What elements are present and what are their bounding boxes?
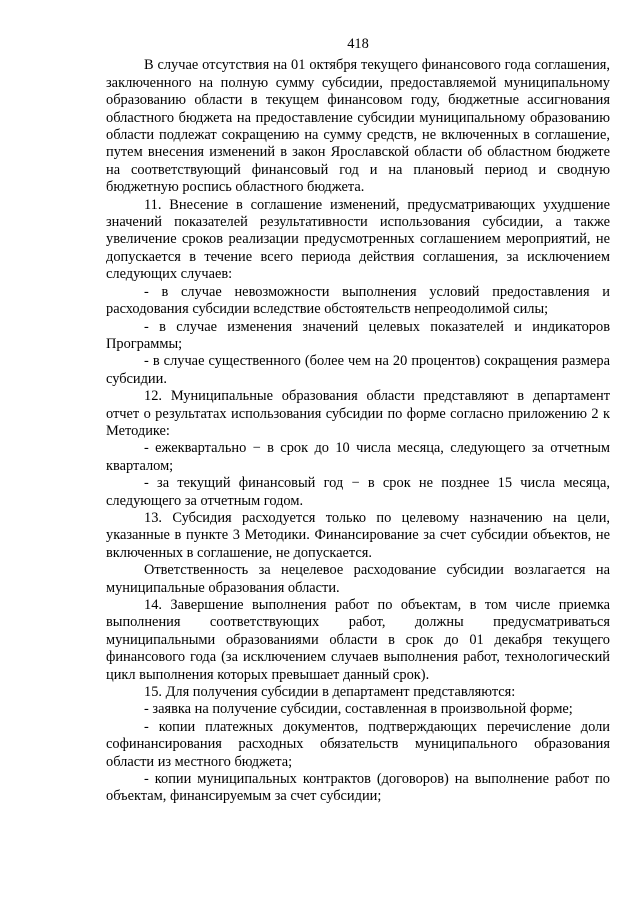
list-item-subsidy-reduction: - в случае существенного (более чем на 20 процентов) сокращения размера субсидии. <box>106 353 610 387</box>
paragraph-responsibility: Ответственность за нецелевое расходование субсидии возлагается на муниципальные образования области. <box>106 562 610 596</box>
paragraph-budget-reduction: В случае отсутствия на 01 октября текущего финансового года соглашения, заключенного на полную сумму субсидии, предоставляемой муниципальному образованию области в текущем финансовом году, бюджетные ассигнования областного бюджета на предоставление субсидии муниципальному образованию области подлежат сокращению на сумму средств, не включенных в соглашение, путем внесения изменений в закон Ярославской области об областном бюджете на соответствующий финансовый год и на плановый период и сводную бюджетную роспись областного бюджета. <box>106 57 610 196</box>
list-item-payment-copies: - копии платежных документов, подтверждающих перечисление доли софинансирования расходных обязательств муниципального образования области из местного бюджета; <box>106 718 610 770</box>
list-item-force-majeure: - в случае невозможности выполнения условий предоставления и расходования субсидии вследствие обстоятельств непреодолимой силы; <box>106 283 610 318</box>
paragraph-clause-15: 15. Для получения субсидии в департамент представляются: <box>144 684 516 701</box>
list-item-contract-copies: - копии муниципальных контрактов (договоров) на выполнение работ по объектам, финансируемым за счет субсидии; <box>106 771 610 805</box>
paragraph-clause-12: 12. Муниципальные образования области представляют в департамент отчет о результатах использования субсидии по форме согласно приложению 2 к Методике: <box>106 388 610 439</box>
list-item-indicator-change: - в случае изменения значений целевых показателей и индикаторов Программы; <box>106 318 610 352</box>
list-item-quarterly: - ежеквартально − в срок до 10 числа месяца, следующего за отчетным кварталом; <box>106 440 610 474</box>
document-page <box>106 36 610 806</box>
list-item-application: - заявка на получение субсидии, составленная в произвольной форме; <box>144 701 573 718</box>
page-number: 418 <box>347 36 369 52</box>
list-item-annual: - за текущий финансовый год − в срок не позднее 15 числа месяца, следующего за отчетным годом. <box>106 475 610 509</box>
paragraph-clause-13: 13. Субсидия расходуется только по целевому назначению на цели, указанные в пункте 3 Методики. Финансирование за счет субсидии объектов, не включенных в соглашение, не допускается. <box>106 509 610 561</box>
paragraph-clause-14: 14. Завершение выполнения работ по объектам, в том числе приемка выполнения соответствующих работ, должны предусматриваться муниципальными образованиями области в срок до 01 декабря текущего финансового года (за исключением случаев выполнения работ, технологический цикл выполнения которых превышает данный срок). <box>106 597 610 683</box>
paragraph-clause-11: 11. Внесение в соглашение изменений, предусматривающих ухудшение значений показателей результативности использования субсидии, а также увеличение сроков реализации предусмотренных соглашением мероприятий, не допускается в течение всего периода действия соглашения, за исключением следующих случаев: <box>106 196 610 283</box>
